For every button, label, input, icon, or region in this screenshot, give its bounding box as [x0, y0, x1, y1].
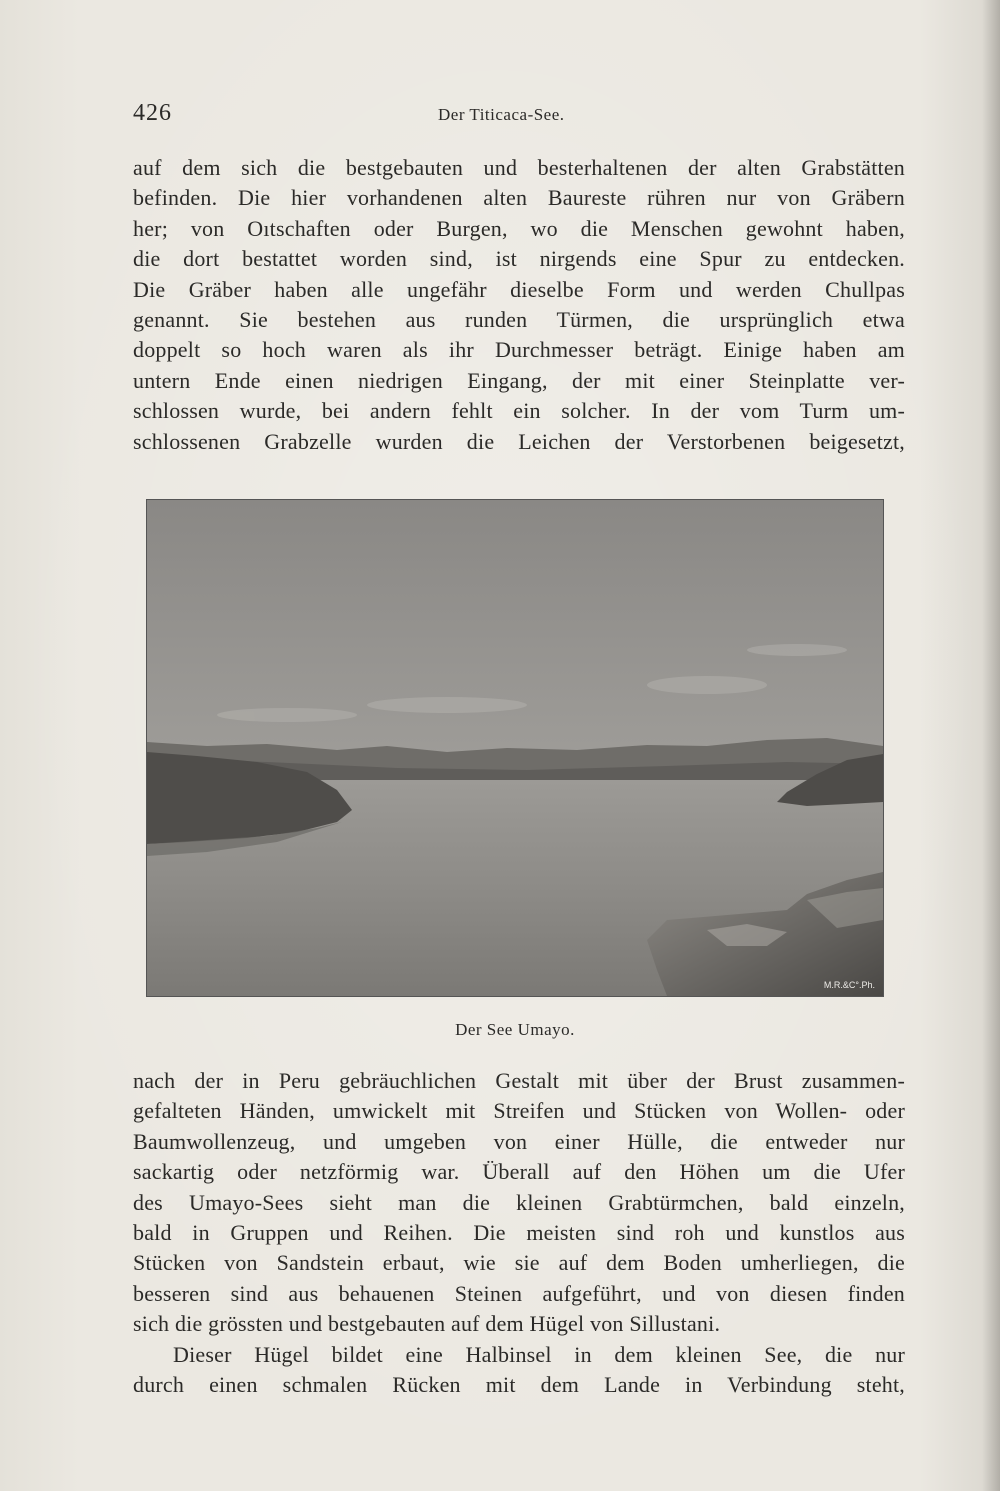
running-title: Der Titicaca-See. [438, 105, 565, 124]
text-line: besseren sind aus behauenen Steinen aufgeführt, und von diesen finden [133, 1280, 905, 1306]
text-line: bald in Gruppen und Reihen. Die meisten sind roh und kunstlos aus [133, 1219, 905, 1245]
body-text-top [133, 153, 905, 457]
text-line: schlossen wurde, bei andern fehlt ein solcher. In der vom Turm um- [133, 398, 905, 424]
text-line: untern Ende einen niedrigen Eingang, der mit einer Steinplatte ver- [133, 367, 905, 393]
text-line: Stücken von Sandstein erbaut, wie sie auf dem Boden umherliegen, die [133, 1250, 905, 1276]
page-edge-shadow [982, 0, 1000, 1491]
text-line: gefalteten Händen, umwickelt mit Streifen und Stücken von Wollen- oder [133, 1098, 905, 1124]
text-line: her; von Oıtschaften oder Burgen, wo die Menschen gewohnt haben, [133, 215, 905, 241]
photo-signature: M.R.&C°.Ph. [823, 980, 875, 990]
text-line: sackartig oder netzförmig war. Überall auf den Höhen um die Ufer [133, 1159, 905, 1185]
text-line: befinden. Die hier vorhandenen alten Baureste rühren nur von Gräbern [133, 185, 905, 211]
page-number: 426 [133, 100, 172, 126]
text-line: sich die grössten und bestgebauten auf dem Hügel von Sillustani. [133, 1311, 721, 1337]
text-line: Baumwollenzeug, und umgeben von einer Hülle, die entweder nur [133, 1128, 905, 1154]
text-line: genannt. Sie bestehen aus runden Türmen, die ursprünglich etwa [133, 306, 905, 332]
text-line: nach der in Peru gebräuchlichen Gestalt mit über der Brust zusammen- [133, 1068, 905, 1093]
text-line: Die Gräber haben alle ungefähr dieselbe Form und werden Chullpas [133, 276, 905, 302]
figure-caption: Der See Umayo. [455, 1020, 575, 1039]
text-line: auf dem sich die bestgebauten und besterhaltenen der alten Grabstätten [133, 155, 905, 180]
body-text-bottom [133, 1066, 905, 1400]
text-line: doppelt so hoch waren als ihr Durchmesser beträgt. Einige haben am [133, 337, 905, 363]
text-line: des Umayo-Sees sieht man die kleinen Grabtürmchen, bald einzeln, [133, 1189, 905, 1215]
lake-photograph [146, 499, 884, 997]
text-line: die dort bestattet worden sind, ist nirgends eine Spur zu entdecken. [133, 246, 905, 272]
text-line: Dieser Hügel bildet eine Halbinsel in dem kleinen See, die nur [173, 1341, 905, 1367]
lake-landscape-image [147, 500, 883, 996]
text-line: schlossenen Grabzelle wurden die Leichen der Verstorbenen beigesetzt, [133, 428, 905, 454]
text-line: durch einen schmalen Rücken mit dem Lande in Verbindung steht, [133, 1371, 905, 1397]
running-head [133, 100, 903, 132]
